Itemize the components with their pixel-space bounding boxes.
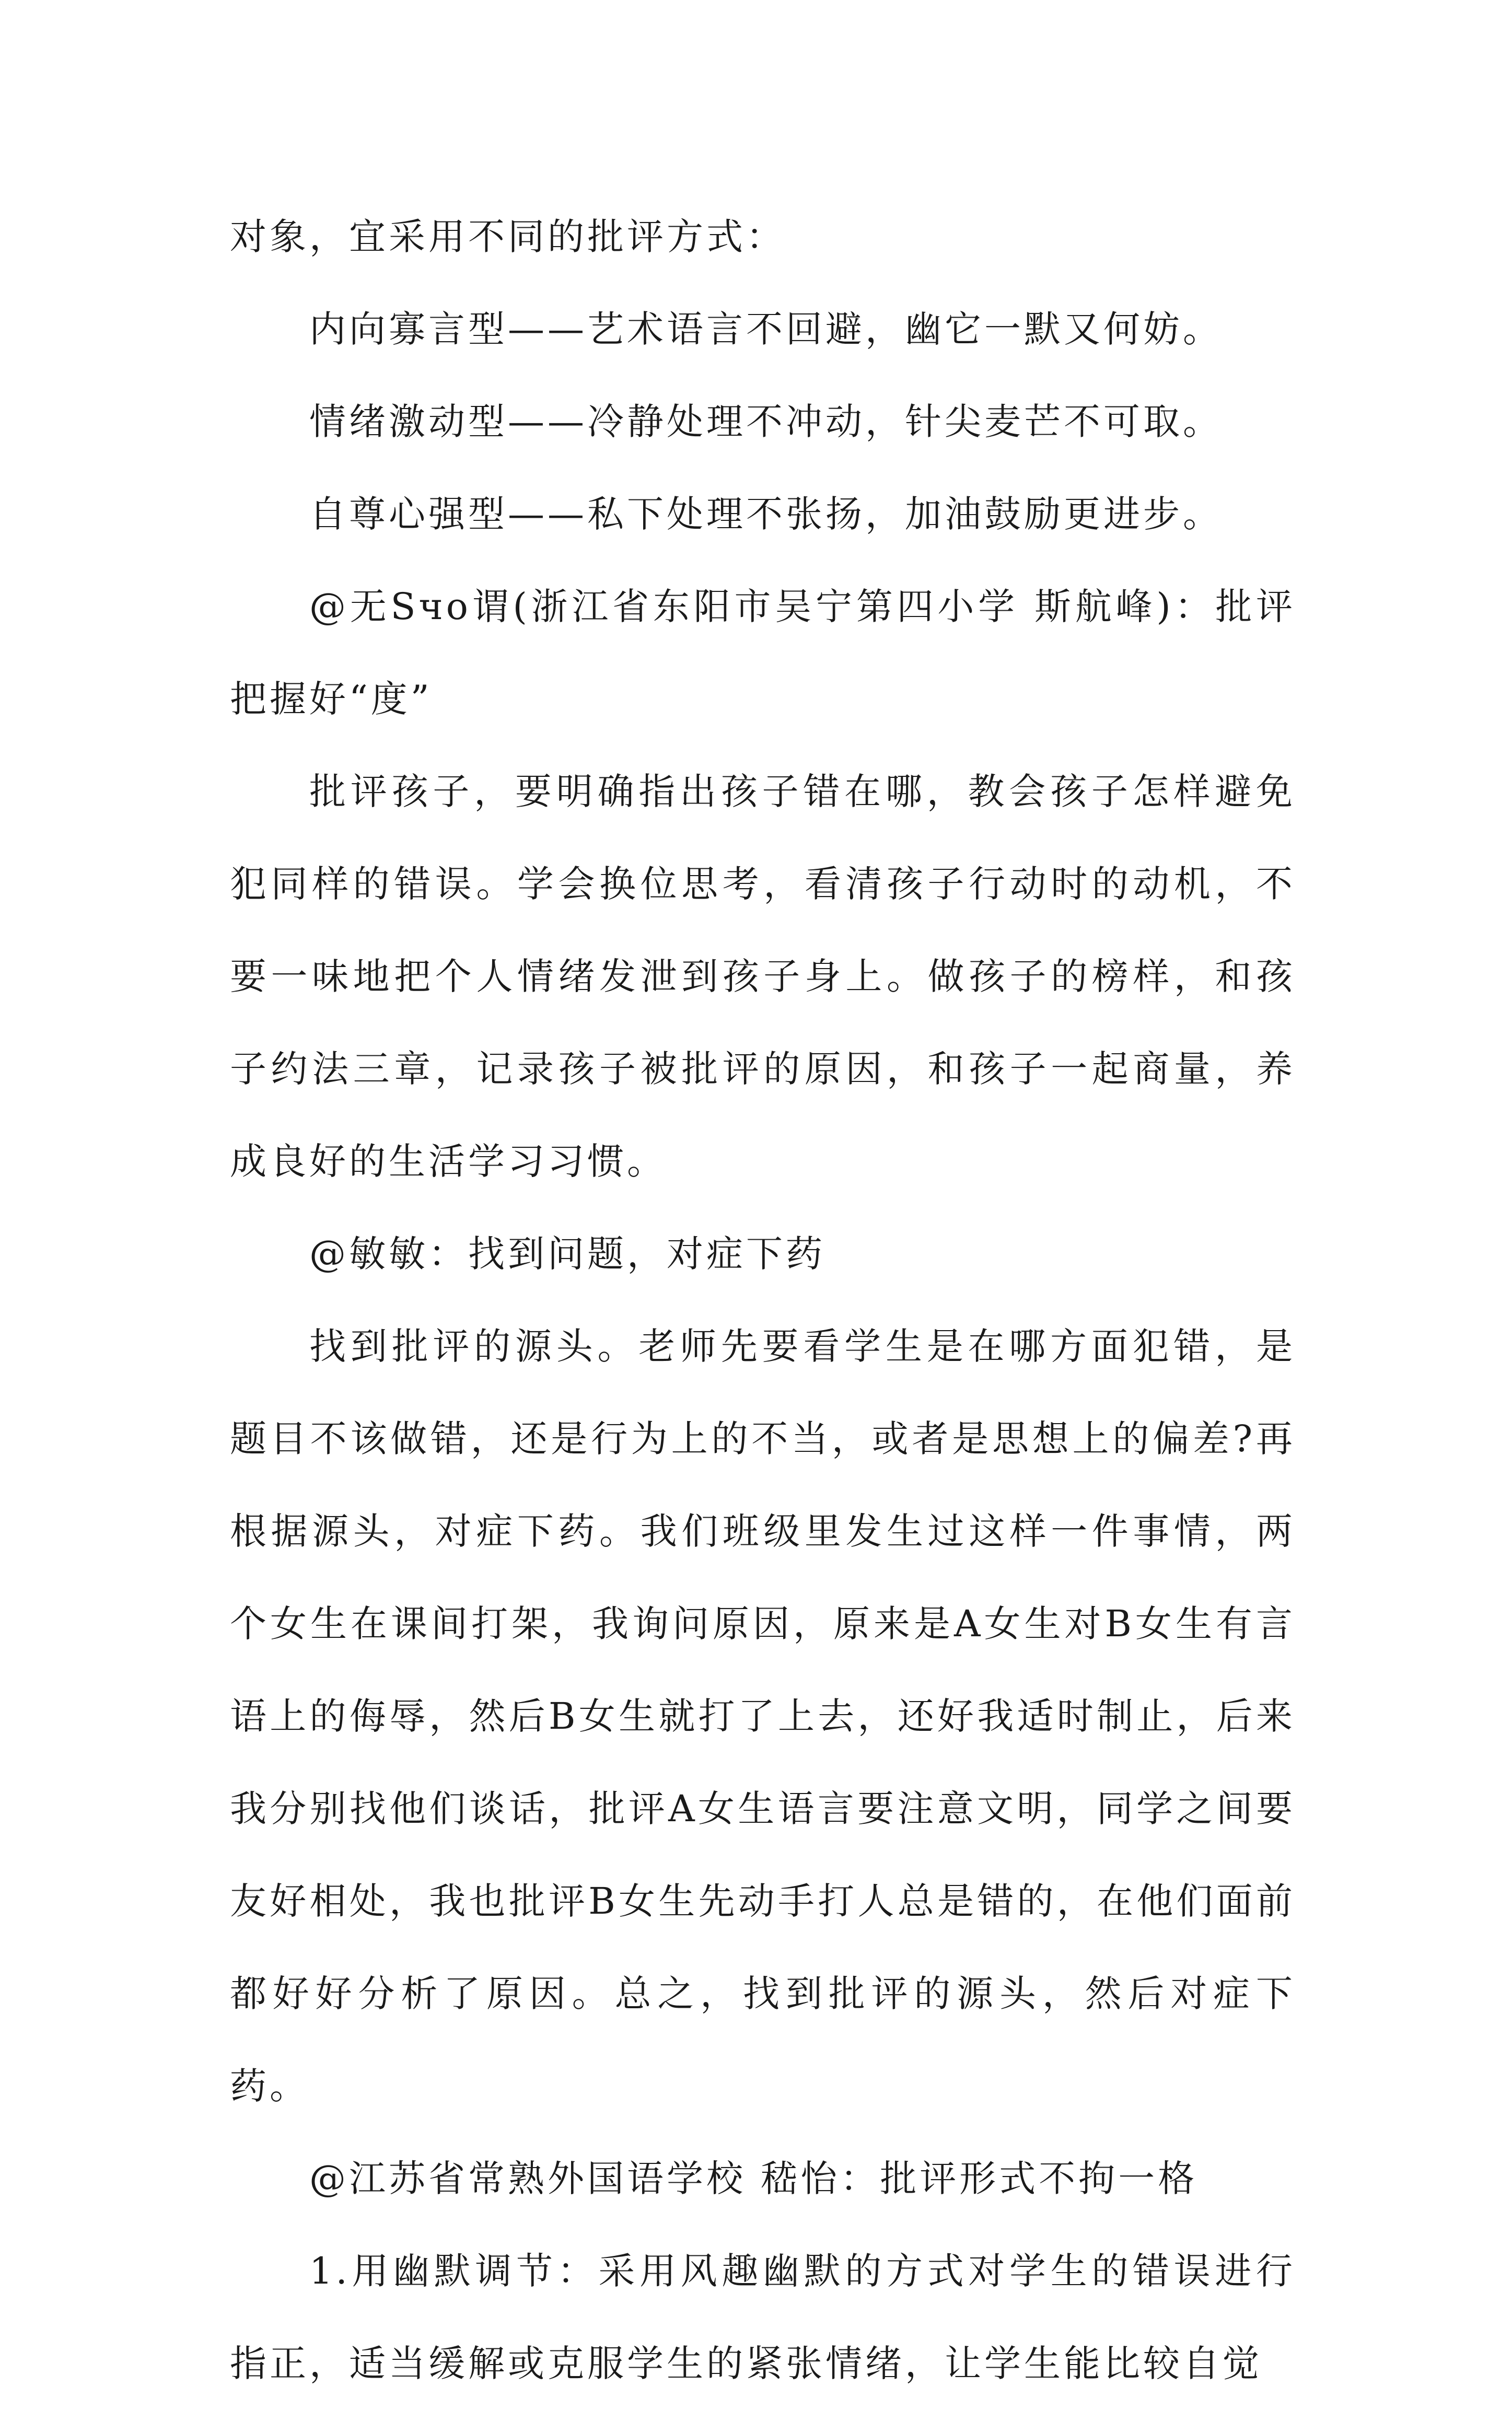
- paragraph-continuation: 对象，宜采用不同的批评方式：: [230, 215, 786, 258]
- paragraph-emotional-type: 情绪激动型——冷静处理不冲动，针尖麦芒不可取。: [309, 400, 1223, 443]
- paragraph-self-esteem-type: 自尊心强型——私下处理不张扬，加油鼓励更进步。: [309, 493, 1223, 535]
- paragraph-criticize-children: 批评孩子，要明确指出孩子错在哪，教会孩子怎样避免犯同样的错误。学会换位思考，看清孩子行动时的动机，不要一味地把个人情绪发泄到孩子身上。做孩子的榜样，和孩子约法三章，记录孩子被批评的原因，和孩子一起商量，养成良好的生活学习习惯。: [230, 770, 1296, 1183]
- paragraph-heading-minmin: @敏敏：找到问题，对症下药: [309, 1232, 825, 1275]
- paragraph-heading-si-hangfeng: @无Sчo谓(浙江省东阳市吴宁第四小学 斯航峰)：批评把握好“度”: [230, 585, 1296, 720]
- document-body: [230, 191, 1296, 2410]
- paragraph-introvert-type: 内向寡言型——艺术语言不回避，幽它一默又何妨。: [309, 308, 1223, 351]
- paragraph-humor-adjust: 1.用幽默调节：采用风趣幽默的方式对学生的错误进行指正，适当缓解或克服学生的紧张情绪，让学生能比较自觉: [230, 2250, 1296, 2385]
- paragraph-find-source: 找到批评的源头。老师先要看学生是在哪方面犯错，是题目不该做错，还是行为上的不当，或者是思想上的偏差?再根据源头，对症下药。我们班级里发生过这样一件事情，两个女生在课间打架，我询问原因，原来是A女生对B女生有言语上的侮辱，然后B女生就打了上去，还好我适时制止，后来我分别找他们谈话，批评A女生语言要注意文明，同学之间要友好相处，我也批评B女生先动手打人总是错的，在他们面前都好好分析了原因。总之，找到批评的源头，然后对症下药。: [230, 1325, 1296, 2108]
- paragraph-heading-ji-yi: @江苏省常熟外国语学校 嵇怡：批评形式不拘一格: [309, 2157, 1198, 2200]
